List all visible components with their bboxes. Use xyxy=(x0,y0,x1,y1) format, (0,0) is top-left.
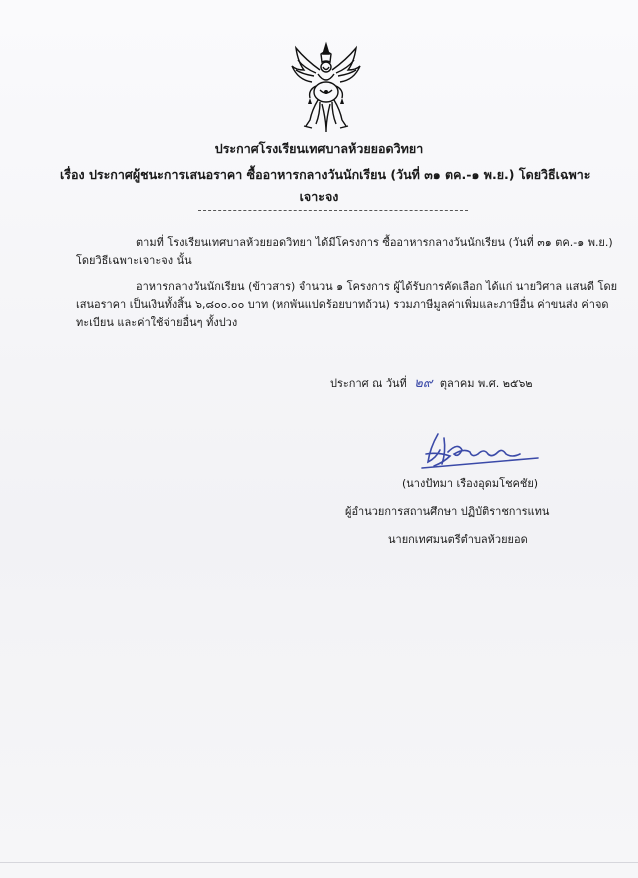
announcement-subject: เรื่อง ประกาศผู้ชนะการเสนอราคา ซื้ออาหารกลางวันนักเรียน (วันที่ ๓๑ ตค.-๑ พ.ย.) โดยวิธีเฉพาะ xyxy=(60,167,591,182)
date-prefix: ประกาศ ณ วันที่ xyxy=(330,377,407,390)
announcement-title: ประกาศโรงเรียนเทศบาลห้วยยอดวิทยา xyxy=(214,141,424,156)
signer-position-1: ผู้อำนวยการสถานศึกษา ปฏิบัติราชการแทน xyxy=(345,505,550,518)
signer-name: (นางปัทมา เรืองอุดมโชคชัย) xyxy=(402,477,539,490)
paragraph-1-line-1: ตามที่ โรงเรียนเทศบาลห้วยยอดวิทยา ได้มีโครงการ ซื้ออาหารกลางวันนักเรียน (วันที่ ๓๑ ตค.-๑ พ.ย.) xyxy=(136,236,613,249)
dashed-divider xyxy=(198,210,468,211)
paragraph-2-line-2: เสนอราคา เป็นเงินทั้งสิ้น ๖,๘๐๐.๐๐ บาท (หกพันแปดร้อยบาทถ้วน) รวมภาษีมูลค่าเพิ่มและภาษีอื่น ค่าขนส่ง ค่าจด xyxy=(76,298,609,311)
date-suffix: ตุลาคม พ.ศ. ๒๕๖๒ xyxy=(439,377,533,390)
paragraph-2-line-1: อาหารกลางวันนักเรียน (ข้าวสาร) จำนวน ๑ โครงการ ผู้ได้รับการคัดเลือก ได้แก่ นายวิศาล แสนดี โดย xyxy=(136,280,618,293)
date-day-handwritten: ๒๙ xyxy=(414,376,433,391)
page-edge-line xyxy=(0,862,638,863)
signer-position-2: นายกเทศมนตรีตำบลห้วยยอด xyxy=(388,533,528,546)
announcement-date xyxy=(330,372,533,393)
garuda-emblem-icon xyxy=(290,40,362,136)
paragraph-2-line-3: ทะเบียน และค่าใช้จ่ายอื่นๆ ทั้งปวง xyxy=(76,316,238,329)
paragraph-1-line-2: โดยวิธีเฉพาะเจาะจง นั้น xyxy=(76,254,192,267)
signature-icon xyxy=(408,428,558,474)
announcement-subject-cont: เจาะจง xyxy=(299,189,339,204)
